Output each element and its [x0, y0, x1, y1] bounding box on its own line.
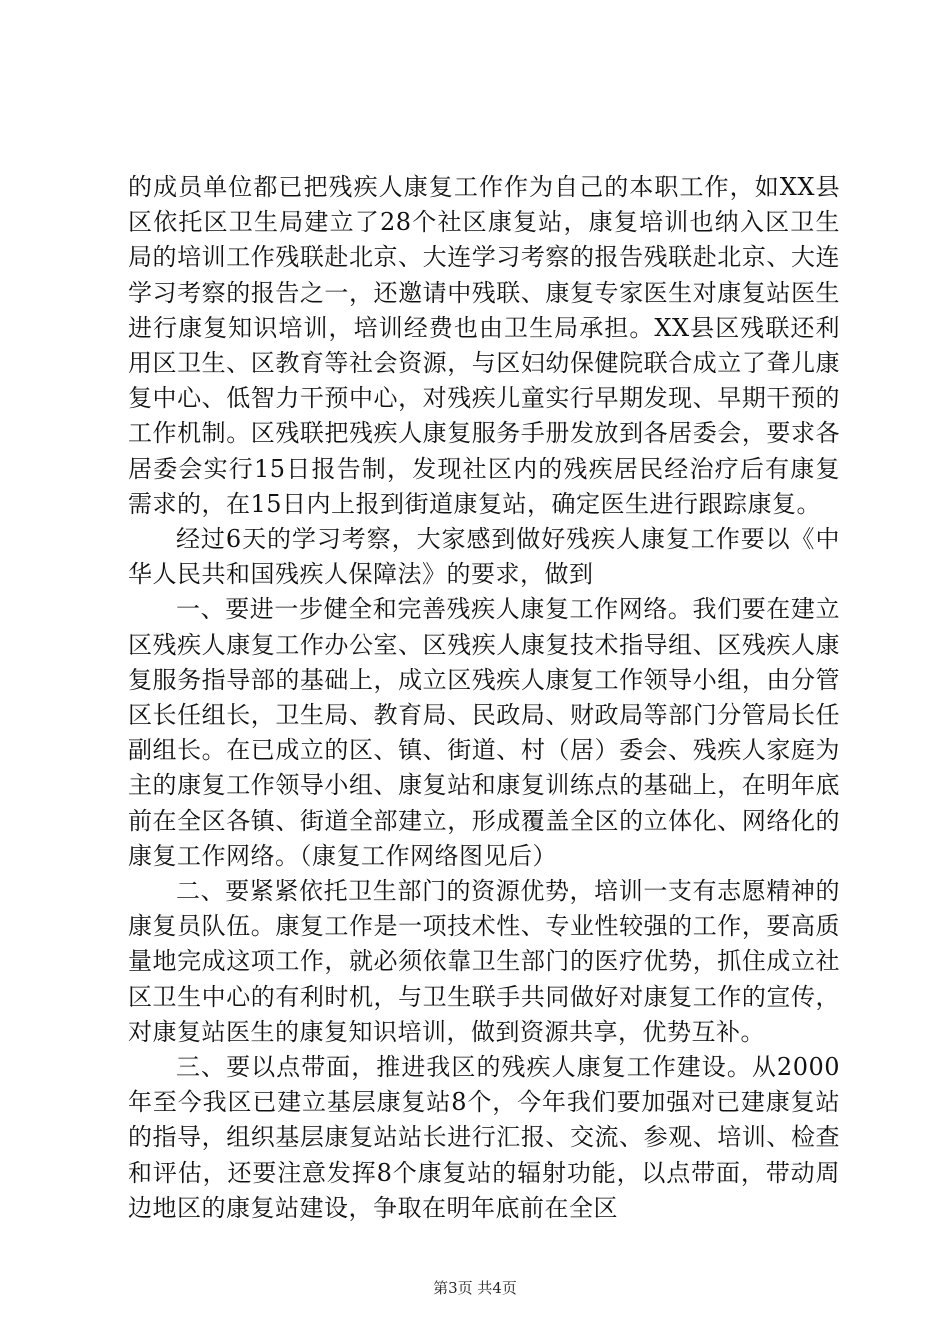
paragraph-point-three: 三、要以点带面，推进我区的残疾人康复工作建设。从2000年至今我区已建立基层康复站8个，今年我们要加强对已建康复站的指导，组织基层康复站站长进行汇报、交流、参观、培训、检查和评估，还要注意发挥8个康复站的辐射功能，以点带面，带动周边地区的康复站建设，争取在明年底前在全区: [128, 1053, 840, 1222]
paragraph-point-one: 一、要进一步健全和完善残疾人康复工作网络。我们要在建立区残疾人康复工作办公室、区残疾人康复技术指导组、区残疾人康复服务指导部的基础上，成立区残疾人康复工作领导小组，由分管区长任组长，卫生局、教育局、民政局、财政局等部门分管局长任副组长。在已成立的区、镇、街道、村（居）委会、残疾人家庭为主的康复工作领导小组、康复站和康复训练点的基础上，在明年底前在全区各镇、街道全部建立，形成覆盖全区的立体化、网络化的康复工作网络。（康复工作网络图见后）: [128, 595, 840, 870]
paragraph-point-two: 二、要紧紧依托卫生部门的资源优势，培训一支有志愿精神的康复员队伍。康复工作是一项技术性、专业性较强的工作，要高质量地完成这项工作，就必须依靠卫生部门的医疗优势，抓住成立社区卫生中心的有利时机，与卫生联手共同做好对康复工作的宣传，对康复站医生的康复知识培训，做到资源共享，优势互补。: [128, 877, 840, 1046]
page-number-footer: 第3页 共4页: [433, 1279, 517, 1297]
document-body: [128, 170, 840, 1226]
paragraph-continuation: 的成员单位都已把残疾人康复工作作为自己的本职工作，如XX县区依托区卫生局建立了28个社区康复站，康复培训也纳入区卫生局的培训工作残联赴北京、大连学习考察的报告残联赴北京、大连学习考察的报告之一，还邀请中残联、康复专家医生对康复站医生进行康复知识培训，培训经费也由卫生局承担。XX县区残联还利用区卫生、区教育等社会资源，与区妇幼保健院联合成立了聋儿康复中心、低智力干预中心，对残疾儿童实行早期发现、早期干预的工作机制。区残联把残疾人康复服务手册发放到各居委会，要求各居委会实行15日报告制，发现社区内的残疾居民经治疗后有康复需求的，在15日内上报到街道康复站，确定医生进行跟踪康复。: [128, 173, 840, 518]
paragraph-study-summary: 经过6天的学习考察，大家感到做好残疾人康复工作要以《中华人民共和国残疾人保障法》的要求，做到: [128, 525, 840, 589]
